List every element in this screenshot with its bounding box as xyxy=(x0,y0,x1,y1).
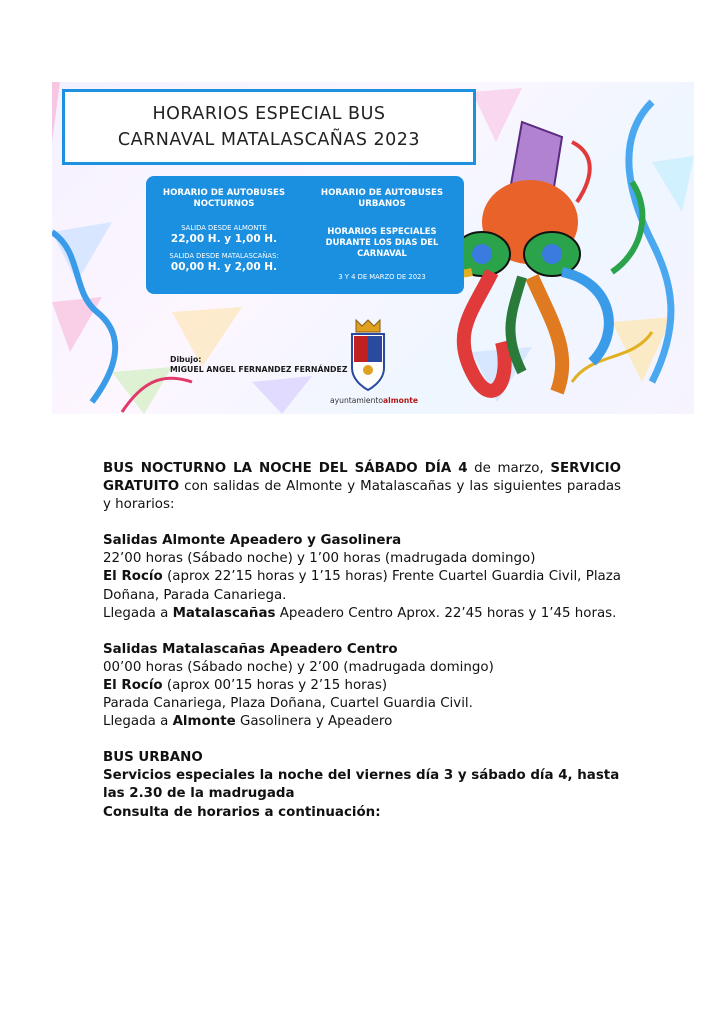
section2-heading xyxy=(103,641,621,659)
banner-title-line2: CARNAVAL MATALASCAÑAS 2023 xyxy=(117,130,421,150)
urban-date: 3 Y 4 DE MARZO DE 2023 xyxy=(338,273,426,281)
schedule-info-box xyxy=(146,176,464,294)
urban-heading-line2: URBANOS xyxy=(358,199,406,209)
matalascanas-departure-label: SALIDA DESDE MATALASCAÑAS: xyxy=(169,252,279,260)
drawing-credit xyxy=(170,355,347,375)
night-bus-column xyxy=(148,176,300,274)
urban-bus-column xyxy=(306,176,458,282)
urban-sub-line3: CARNAVAL xyxy=(357,248,407,258)
urban-sub-line2: DURANTE LOS DIAS DEL xyxy=(325,237,439,247)
section1-arrival xyxy=(103,605,621,623)
section1-arrival-a: Llegada a xyxy=(103,605,173,621)
intro-bold-2: SERVICIO GRATUITO xyxy=(103,461,621,495)
section2-rocio xyxy=(103,677,621,695)
section1-line1: 22’00 horas (Sábado noche) y 1’00 horas (madrugada domingo) xyxy=(103,551,536,567)
banner-title-line1: HORARIOS ESPECIAL BUS xyxy=(152,104,386,124)
intro-text-1: de marzo, xyxy=(467,461,551,476)
section2-arrival-a: Llegada a xyxy=(103,714,173,730)
section1-rocio xyxy=(103,568,621,604)
town-crest-logo xyxy=(328,318,408,408)
almonte-departure-times: 22,00 H. y 1,00 H. xyxy=(170,233,278,245)
section1-heading-text: Salidas Almonte Apeadero y Gasolinera xyxy=(103,533,402,549)
night-heading-line1: HORARIO DE AUTOBUSES xyxy=(162,188,286,198)
logo-text-b: almonte xyxy=(383,396,419,405)
section3-line1 xyxy=(103,767,621,803)
intro-paragraph xyxy=(103,460,621,514)
banner-title-box xyxy=(62,89,476,165)
matalascanas-departure-times: 00,00 H. y 2,00 H. xyxy=(170,261,278,273)
section2-rocio-bold: El Rocío xyxy=(103,677,163,693)
section1-heading xyxy=(103,532,621,550)
section1-rocio-bold: El Rocío xyxy=(103,569,163,585)
document-body xyxy=(103,460,621,822)
logo-text-a: ayuntamiento xyxy=(330,396,384,405)
section2-rocio-text: (aprox 00’15 horas y 2’15 horas) xyxy=(162,677,388,693)
almonte-departure-label: SALIDA DESDE ALMONTE xyxy=(181,224,267,232)
section1-rocio-text: (aprox 22’15 horas y 1’15 horas) Frente Cuartel Guardia Civil, Plaza Doñana, Parada Canariega. xyxy=(103,569,621,603)
section2-arrival-b: Gasolinera y Apeadero xyxy=(235,714,393,730)
carnival-banner xyxy=(52,82,694,414)
credit-author: MIGUEL ANGEL FERNANDEZ FERNÁNDEZ xyxy=(170,365,348,374)
urban-heading-line1: HORARIO DE AUTOBUSES xyxy=(320,188,444,198)
section3-heading xyxy=(103,749,621,767)
section1-arrival-b: Apeadero Centro Aprox. 22’45 horas y 1’45 horas. xyxy=(275,605,617,621)
section2-arrival-bold: Almonte xyxy=(172,714,236,730)
section2-arrival xyxy=(103,713,621,731)
section3-line2-text: Consulta de horarios a continuación: xyxy=(103,804,381,820)
section3-line2 xyxy=(103,804,621,822)
urban-sub-line1: HORARIOS ESPECIALES xyxy=(327,226,437,236)
intro-text-2: con salidas de Almonte y Matalascañas y las siguientes paradas y horarios: xyxy=(103,479,621,513)
section2-line1: 00’00 horas (Sábado noche) y 2’00 (madrugada domingo) xyxy=(103,659,494,675)
section2-heading-text: Salidas Matalascañas Apeadero Centro xyxy=(103,641,398,657)
section1-arrival-bold: Matalascañas xyxy=(172,605,276,621)
section3-heading-text: BUS URBANO xyxy=(103,750,203,766)
town-logo-text xyxy=(330,396,418,405)
intro-bold-1: BUS NOCTURNO LA NOCHE DEL SÁBADO DÍA 4 xyxy=(103,461,468,476)
credit-label: Dibujo: xyxy=(170,355,202,364)
section2-line3: Parada Canariega, Plaza Doñana, Cuartel Guardia Civil. xyxy=(103,696,473,712)
section3-line1-text: Servicios especiales la noche del viernes día 3 y sábado día 4, hasta las 2.30 de la madrugada xyxy=(103,768,620,802)
night-heading-line2: NOCTURNOS xyxy=(193,199,255,209)
